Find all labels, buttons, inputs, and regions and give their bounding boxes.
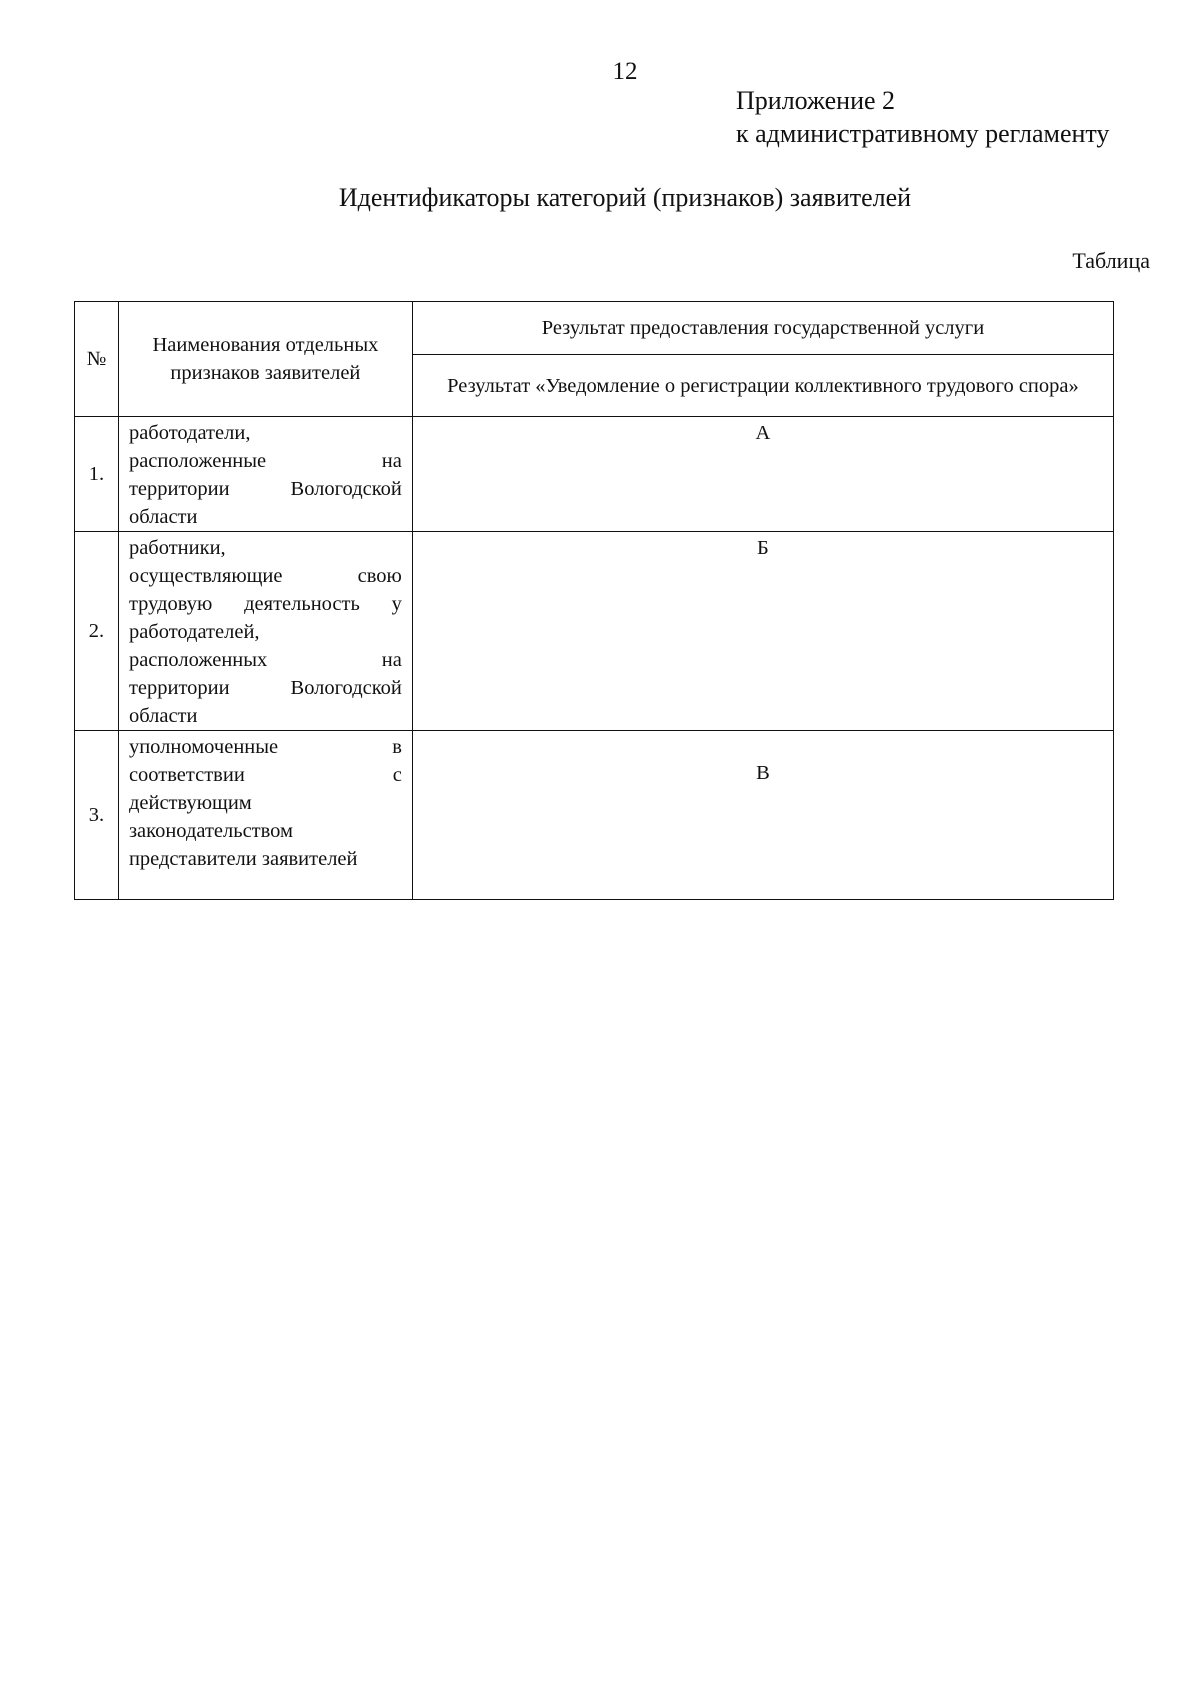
name-word: расположенные [128, 450, 267, 472]
table-row [75, 417, 1114, 532]
name-line [129, 618, 402, 646]
name-line [129, 447, 402, 475]
name-word: расположенных [128, 649, 268, 671]
name-line [129, 761, 402, 789]
name-word: действующим [128, 792, 252, 814]
name-word: области [128, 705, 198, 727]
name-word: свою [357, 565, 402, 587]
name-word: работодателей, [128, 621, 260, 643]
name-word: осуществляющие [128, 565, 283, 587]
name-line [129, 534, 402, 562]
name-line [129, 419, 402, 447]
name-line [129, 845, 402, 873]
appendix-reference [736, 84, 1109, 150]
name-line [129, 817, 402, 845]
name-word: деятельность [244, 593, 360, 615]
header-number: № [75, 302, 119, 417]
name-line [129, 475, 402, 503]
row-name [118, 417, 412, 532]
name-word: представители заявителей [128, 848, 358, 870]
table-label: Таблица [1072, 248, 1150, 273]
name-line [129, 590, 402, 618]
table-row [75, 532, 1114, 731]
applicant-categories-table [74, 301, 1114, 900]
name-word: области [128, 506, 198, 528]
name-word: работодатели, [128, 422, 251, 444]
row-result: Б [412, 532, 1113, 731]
row-number: 3. [75, 731, 119, 900]
appendix-line-2: к административному регламенту [736, 119, 1110, 148]
row-name [118, 532, 412, 731]
table-header-row [75, 302, 1114, 355]
document-title: Идентификаторы категорий (признаков) заявителей [338, 183, 912, 212]
name-line [129, 702, 402, 730]
appendix-line-1: Приложение 2 [736, 86, 896, 115]
row-name [118, 731, 412, 900]
name-word: Вологодской [290, 677, 402, 699]
name-line [129, 789, 402, 817]
header-result: Результат предоставления государственной услуги [412, 302, 1113, 355]
name-word: территории [128, 677, 230, 699]
table-row [75, 731, 1114, 900]
header-name: Наименования отдельных признаков заявителей [118, 302, 412, 417]
name-word: с [392, 764, 402, 786]
name-word: у [391, 593, 402, 615]
row-number: 1. [75, 417, 119, 532]
name-word: уполномоченные [128, 736, 279, 758]
name-word: законодательством [128, 820, 294, 842]
row-result: А [412, 417, 1113, 532]
name-word: работники, [128, 537, 226, 559]
name-word: трудовую [128, 593, 213, 615]
name-line [129, 646, 402, 674]
name-line [129, 674, 402, 702]
name-word: на [381, 649, 402, 671]
name-word: на [381, 450, 402, 472]
row-number: 2. [75, 532, 119, 731]
row-result: В [412, 731, 1113, 900]
name-line [129, 733, 402, 761]
page-number: 12 [612, 58, 638, 85]
name-word: территории [128, 478, 230, 500]
name-line [129, 562, 402, 590]
name-line [129, 503, 402, 531]
name-word: соответствии [128, 764, 245, 786]
name-word: Вологодской [290, 478, 402, 500]
name-word: в [392, 736, 402, 758]
header-result-sub: Результат «Уведомление о регистрации коллективного трудового спора» [412, 355, 1113, 417]
